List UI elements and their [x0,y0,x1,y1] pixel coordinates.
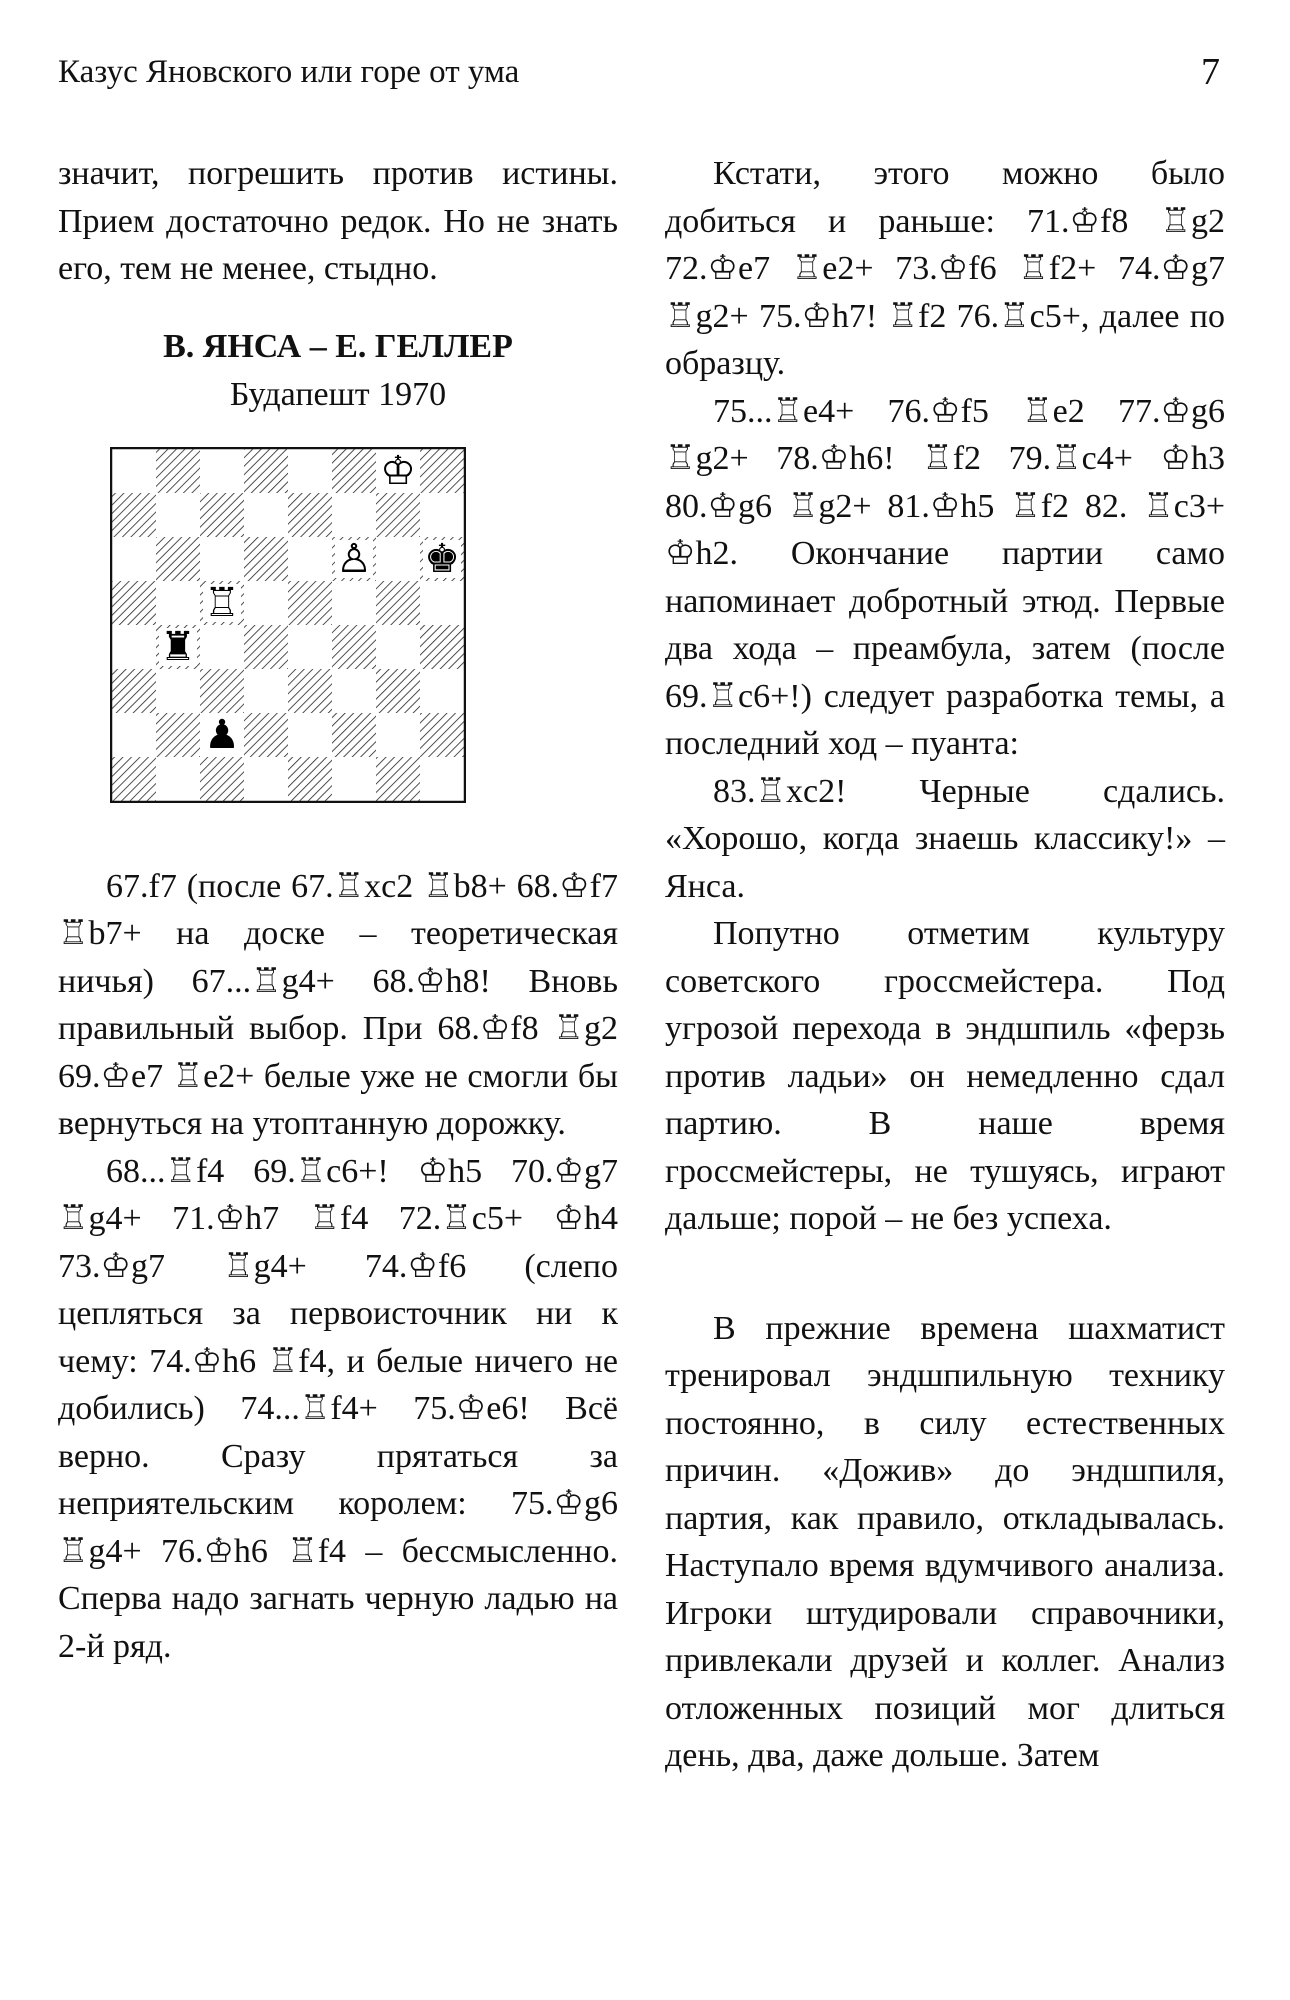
dark-square [288,669,332,713]
dark-square [156,537,200,581]
dark-square [244,537,288,581]
dark-square [420,449,464,493]
dark-square [244,713,288,757]
dark-square [332,625,376,669]
right-paragraph-5: В прежние времена шахматист тренировал эндшпильную технику постоянно, в силу естественных причин. «Дожив» до эндшпиля, партия, как правило, откладывалась. Наступало время вдумчивого анализа. Игроки штудировали справочники, привлекали друзей и коллег. Анализ отложенных позиций мог длиться день, два, даже дольше. Затем [665,1309,1225,1774]
dark-square [244,625,288,669]
dark-square [332,449,376,493]
chess-diagram [110,447,466,803]
white-king-icon: ♔ [380,447,416,494]
dark-square [420,625,464,669]
dark-square [288,493,332,537]
dark-square [156,449,200,493]
dark-square [112,669,156,713]
dark-square [376,669,420,713]
right-paragraph-2: 75...♖e4+ 76.♔f5 ♖e2 77.♔g6 ♖g2+ 78.♔h6! ♖f2 79.♖c4+ ♔h3 80.♔g6 ♖g2+ 81.♔h5 ♖f2 82. ♖c3+ ♔h2. Окончание партии само напоминает добротный этюд. Первые два хода – преамбула, затем (после 69.♖c6+!) следует разработка темы, а последний ход – пуанта: [665,392,1225,762]
black-king-icon: ♚ [424,535,460,582]
left-paragraph-3: 68...♖f4 69.♖c6+! ♔h5 70.♔g7 ♖g4+ 71.♔h7 ♖f4 72.♖c5+ ♔h4 73.♔g7 ♖g4+ 74.♔f6 (слепо цепляться за первоисточник ни к чему: 74.♔h6 ♖f4, и белые ничего не добились) 74...♖f4+ 75.♔e6! Всё верно. Сразу прятаться за неприятельским королем: 75.♔g6 ♖g4+ 76.♔h6 ♖f4 – бессмысленно. Сперва надо загнать черную ладью на 2-й ряд. [58,1152,618,1665]
dark-square [376,493,420,537]
white-pawn-icon: ♙ [336,535,372,582]
game-place: Будапешт 1970 [229,375,447,413]
dark-square [200,493,244,537]
running-title: Казус Яновского или горе от ума [58,54,520,90]
left-paragraph-1: значит, погрешить против истины. Прием достаточно редок. Но не знать его, тем не менее, стыдно. [58,155,618,287]
right-column [665,150,1225,1780]
dark-square [200,669,244,713]
black-rook-icon: ♜ [160,623,196,670]
game-title: В. ЯНСА – Е. ГЕЛЛЕР [163,327,513,365]
page-number: 7 [1201,51,1220,93]
right-paragraph-1: Кстати, этого можно было добиться и раньше: 71.♔f8 ♖g2 72.♔e7 ♖e2+ 73.♔f6 ♖f2+ 74.♔g7 ♖g2+ 75.♔h7! ♖f2 76.♖c5+, далее по образцу. [665,155,1225,382]
dark-square [288,757,332,801]
dark-square [112,757,156,801]
right-paragraph-3: 83.♖xc2! Черные сдались. «Хорошо, когда знаешь классику!» – Янса. [665,772,1225,905]
dark-square [200,757,244,801]
black-pawn-icon: ♟ [204,711,240,758]
dark-square [420,713,464,757]
dark-square [112,493,156,537]
dark-square [112,581,156,625]
dark-square [376,757,420,801]
dark-square [332,713,376,757]
dark-square [244,449,288,493]
dark-square [156,713,200,757]
right-paragraph-4: Попутно отметим культуру советского гроссмейстера. Под угрозой перехода в эндшпиль «ферзь против ладьи» он немедленно сдал партию. В наше время гроссмейстеры, не тушуясь, играют дальше; порой – не без успеха. [665,915,1225,1237]
white-rook-icon: ♖ [204,579,240,626]
dark-square [376,581,420,625]
left-column [58,150,618,1670]
dark-square [288,581,332,625]
left-paragraph-2: 67.f7 (после 67.♖xc2 ♖b8+ 68.♔f7 ♖b7+ на доске – теоретическая ничья) 67...♖g4+ 68.♔h8! Вновь правильный выбор. При 68.♔f8 ♖g2 69.♔e7 ♖e2+ белые уже не смогли бы вернуться на утоптанную дорожку. [58,867,618,1142]
